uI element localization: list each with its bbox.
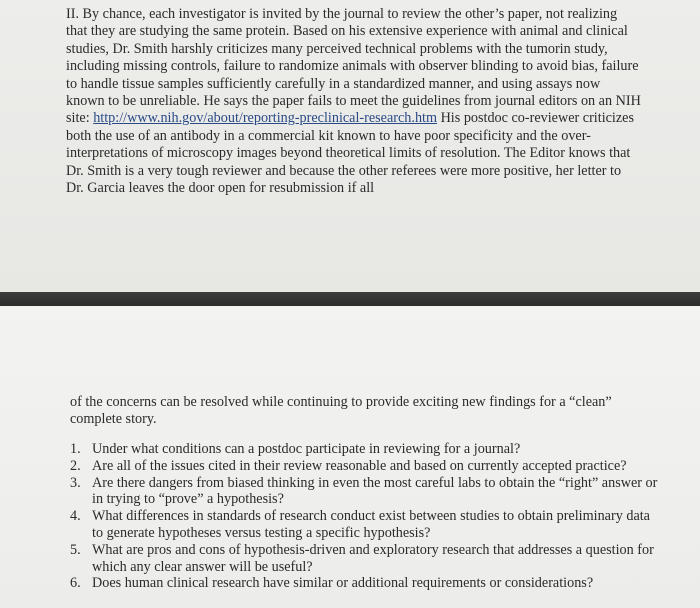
question-text: What are pros and cons of hypothesis-driven and exploratory research that addresses a question for which any clear answer will be useful?	[92, 541, 654, 575]
question-number: 3.	[70, 474, 81, 491]
paragraph-top-text-start: II. By chance, each investigator is invited by the journal to review the other’s paper, not realizing that they are studying the same protein. Based on his extensive experience with animal and clinical studies, Dr. Smith harshly criticizes many perceived technical problems with the tumorin study, including missing controls, failure to randomize animals with observer blinding to avoid bias, failure to handle tissue samples sufficiently carefully in a standardized manner, and using assays now known to be unreliable. He says the paper fails to meet the guidelines from journal editors on an NIH site:	[66, 6, 641, 127]
paragraph-top	[66, 6, 641, 197]
question-item	[70, 458, 660, 475]
question-item	[70, 575, 660, 592]
page-divider-bar	[0, 292, 700, 306]
question-text: Under what conditions can a postdoc participate in reviewing for a journal?	[92, 441, 521, 457]
paragraph-top-text-end: His postdoc co-reviewer criticizes both the use of an antibody in a commercial kit known to have poor specificity and the over-interpretations of microscopy images beyond theoretical limits of resolution. The Editor knows that Dr. Smith is a very tough reviewer and because the other referees were more positive, her letter to Dr. Garcia leaves the door open for resubmission if all	[66, 110, 634, 197]
question-item	[70, 508, 660, 542]
question-text: Are all of the issues cited in their review reasonable and based on currently accepted practice?	[92, 457, 627, 474]
paragraph-bottom: of the concerns can be resolved while continuing to provide exciting new findings for a “clean” complete story.	[70, 394, 612, 428]
question-number: 6.	[70, 575, 81, 592]
question-text: Does human clinical research have similar or additional requirements or considerations?	[92, 575, 594, 592]
question-item	[70, 475, 660, 509]
question-item	[70, 441, 660, 458]
question-number: 1.	[70, 441, 81, 457]
question-text: What differences in standards of research conduct exist between studies to obtain preliminary data to generate hypotheses versus testing a specific hypothesis?	[92, 508, 650, 541]
question-number: 5.	[70, 541, 81, 558]
question-number: 4.	[70, 508, 81, 525]
nih-guidelines-link[interactable]: http://www.nih.gov/about/reporting-preclinical-research.htm	[93, 110, 438, 127]
question-item	[70, 542, 660, 576]
question-list	[70, 441, 660, 592]
question-number: 2.	[70, 457, 81, 474]
question-text: Are there dangers from biased thinking in even the most careful labs to obtain the “right” answer or in trying to “prove” a hypothesis?	[92, 474, 658, 508]
